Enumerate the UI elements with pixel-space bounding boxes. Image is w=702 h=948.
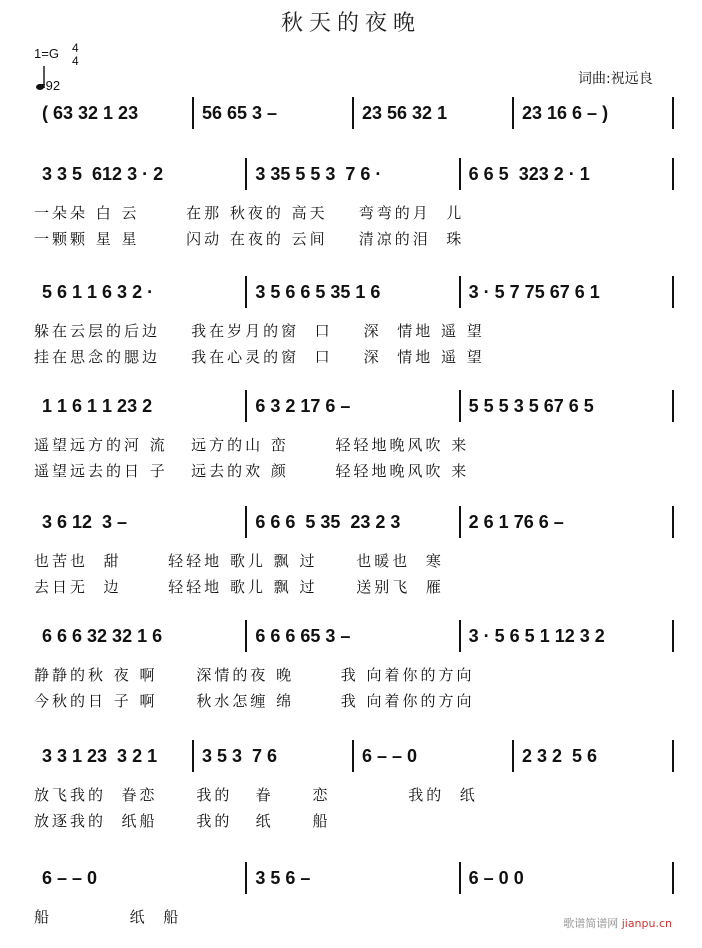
measure: 6 6 6 65 3 –: [255, 626, 351, 646]
barline: [192, 740, 194, 772]
score-row: [34, 512, 674, 596]
measure: 3 · 5 6 5 1 12 3 2: [468, 626, 605, 646]
barline: [245, 276, 247, 308]
measure: 2 3 2 5 6: [522, 746, 598, 766]
barline: [245, 862, 247, 894]
score-row: [34, 746, 674, 830]
barline: [245, 390, 247, 422]
lyric-line: 一颗颗 星 星 闪动 在夜的 云间 清凉的泪 珠: [34, 230, 465, 248]
measure: 6 – 0 0: [468, 868, 524, 888]
lyric-line: 去日无 边 轻轻地 歌儿 飘 过 送别飞 雁: [34, 578, 444, 596]
measure: 3 6 12 3 –: [42, 512, 128, 532]
lyric-line: 一朵朵 白 云 在那 秋夜的 高天 弯弯的月 儿: [34, 204, 465, 222]
barline: [192, 97, 194, 129]
measure: 6 – – 0: [42, 868, 98, 888]
measure: 3 5 3 7 6: [202, 746, 278, 766]
score-row: [34, 164, 674, 248]
measure: 3 35 5 5 3 7 6 ·: [255, 164, 382, 184]
measure: 1 1 6 1 1 23 2: [42, 396, 153, 416]
barline: [245, 620, 247, 652]
barline: [459, 506, 461, 538]
song-title: 秋天的夜晚: [280, 11, 421, 36]
notes-line: [34, 103, 674, 129]
measure: 6 6 5 323 2 · 1: [468, 164, 590, 184]
barline: [672, 506, 674, 538]
barline: [512, 97, 514, 129]
barline: [512, 740, 514, 772]
barline: [459, 158, 461, 190]
notes-line: [34, 512, 674, 538]
notes-line: [34, 868, 674, 894]
lyric-line: 船 纸 船: [34, 908, 182, 926]
measure: 23 56 32 1: [362, 103, 448, 123]
time-top: 4: [72, 41, 79, 55]
time-signature: [72, 42, 79, 68]
notes-line: [34, 282, 674, 308]
watermark-site-name: 歌谱简谱网: [563, 917, 619, 930]
barline: [672, 620, 674, 652]
lyric-line: 躲在云层的后边 我在岁月的窗 口 深 情地 遥 望: [34, 322, 485, 340]
measure: 5 6 1 1 6 3 2 ·: [42, 282, 154, 302]
score-row: [34, 396, 674, 480]
barline: [459, 862, 461, 894]
measure: 3 · 5 7 75 67 6 1: [468, 282, 600, 302]
measure: 5 5 5 3 5 67 6 5: [468, 396, 594, 416]
lyric-line: 静静的秋 夜 啊 深情的夜 晚 我 向着你的方向: [34, 666, 475, 684]
notes-line: [34, 164, 674, 190]
measure: 2 6 1 76 6 –: [468, 512, 564, 532]
measure: 3 5 6 6 5 35 1 6: [255, 282, 381, 302]
score-row: [34, 282, 674, 366]
score-row: [34, 868, 674, 948]
measure: 6 6 6 32 32 1 6: [42, 626, 163, 646]
score-row: [34, 626, 674, 710]
measure: ( 63 32 1 23: [42, 103, 139, 123]
barline: [245, 506, 247, 538]
lyric-line: 今秋的日 子 啊 秋水怎缠 绵 我 向着你的方向: [34, 692, 475, 710]
notes-line: [34, 746, 674, 772]
tempo-marking: =92: [38, 78, 61, 93]
lyric-line: 挂在思念的腮边 我在心灵的窗 口 深 情地 遥 望: [34, 348, 485, 366]
barline: [672, 276, 674, 308]
measure: 3 5 6 –: [255, 868, 311, 888]
barline: [459, 276, 461, 308]
barline: [672, 390, 674, 422]
barline: [672, 740, 674, 772]
measure: 6 – – 0: [362, 746, 418, 766]
watermark-url: jianpu.cn: [621, 917, 672, 930]
lyric-line: 放逐我的 纸船 我的 纸 船: [34, 812, 331, 830]
barline: [352, 97, 354, 129]
time-bottom: 4: [72, 54, 79, 68]
measure: 6 3 2 17 6 –: [255, 396, 351, 416]
barline: [672, 97, 674, 129]
measure: 6 6 6 5 35 23 2 3: [255, 512, 401, 532]
barline: [672, 158, 674, 190]
lyric-line: 遥望远去的日 子 远去的欢 颜 轻轻地晚风吹 来: [34, 462, 470, 480]
score-row: [34, 103, 674, 133]
lyric-line: 也苦也 甜 轻轻地 歌儿 飘 过 也暖也 寒: [34, 552, 444, 570]
notes-line: [34, 396, 674, 422]
measure: 3 3 1 23 3 2 1: [42, 746, 158, 766]
measure: 56 65 3 –: [202, 103, 278, 123]
key-signature: 1=G: [34, 46, 59, 61]
barline: [352, 740, 354, 772]
measure: 23 16 6 – ): [522, 103, 609, 123]
watermark: [563, 915, 672, 931]
lyric-line: 放飞我的 眷恋 我的 眷 恋 我的 纸: [34, 786, 478, 804]
composer-credit: 词曲:祝远良: [578, 71, 653, 87]
measure: 3 3 5 612 3 · 2: [42, 164, 164, 184]
barline: [672, 862, 674, 894]
barline: [459, 620, 461, 652]
notes-line: [34, 626, 674, 652]
barline: [459, 390, 461, 422]
barline: [245, 158, 247, 190]
lyric-line: 遥望远方的河 流 远方的山 峦 轻轻地晚风吹 来: [34, 436, 470, 454]
